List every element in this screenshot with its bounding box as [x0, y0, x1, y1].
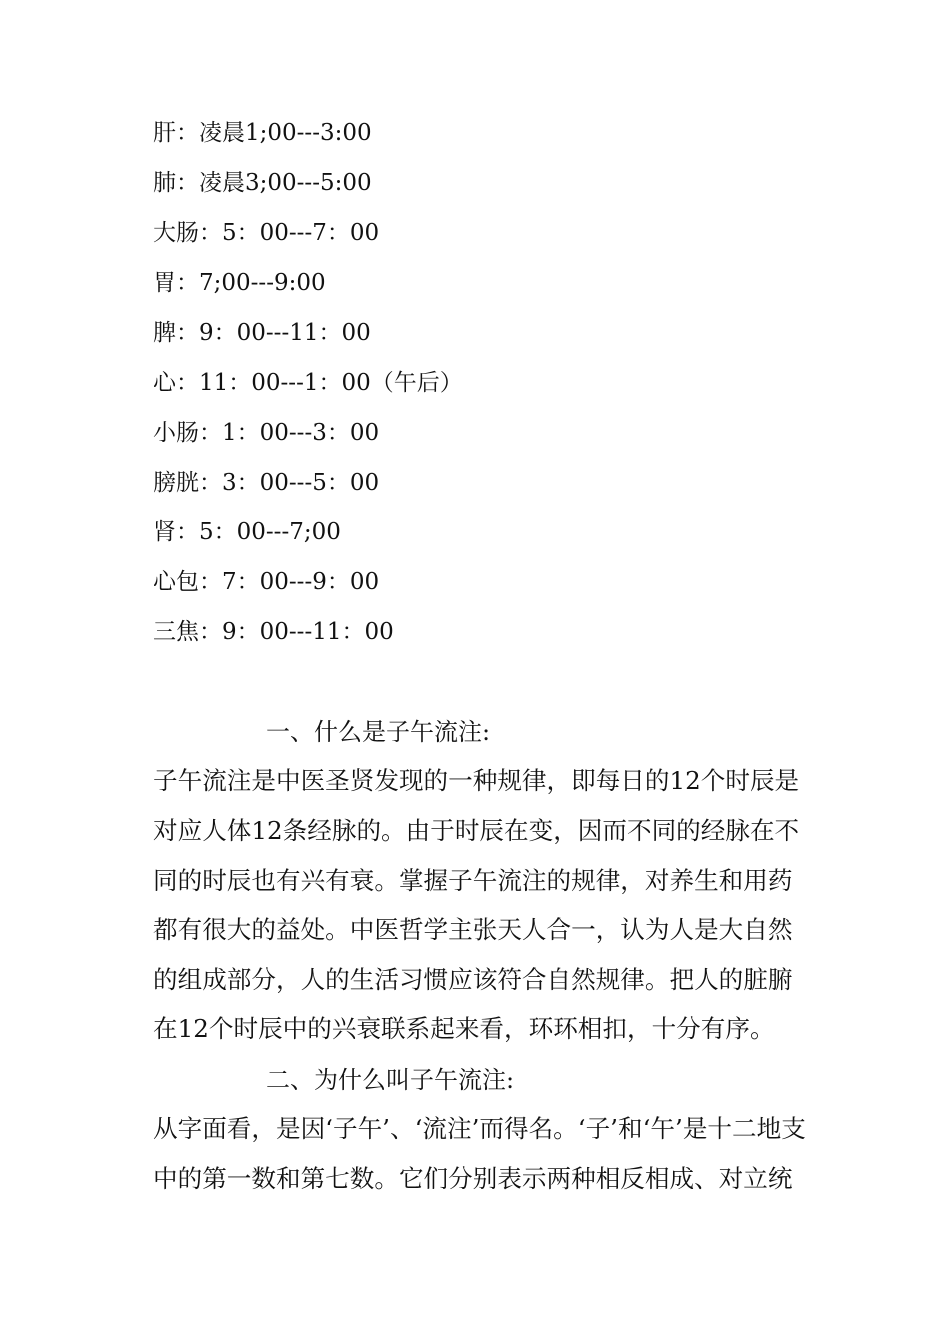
schedule-line-sanjiao: 三焦：9：00---11：00	[153, 619, 394, 645]
schedule-line-large-intestine: 大肠：5：00---7：00	[153, 220, 380, 246]
schedule-line-pericardium: 心包：7：00---9：00	[153, 569, 380, 595]
section-1-line: 同的时辰也有兴有衰。掌握子午流注的规律，对养生和用药	[153, 866, 793, 895]
section-1-line: 对应人体12条经脉的。由于时辰在变，因而不同的经脉在不	[153, 816, 800, 845]
schedule-line-bladder: 膀胱：3：00---5：00	[153, 470, 380, 496]
schedule-line-spleen: 脾：9：00---11：00	[153, 320, 371, 346]
schedule-line-stomach: 胃：7;00---9:00	[153, 270, 326, 296]
section-1-line: 都有很大的益处。中医哲学主张天人合一，认为人是大自然	[153, 915, 793, 944]
section-1-line: 子午流注是中医圣贤发现的一种规律，即每日的12个时辰是	[153, 766, 800, 795]
section-2-line: 中的第一数和第七数。它们分别表示两种相反相成、对立统	[153, 1164, 793, 1193]
schedule-line-lung: 肺：凌晨3;00---5:00	[153, 170, 372, 196]
schedule-line-kidney: 肾：5：00---7;00	[153, 519, 341, 545]
schedule-line-liver: 肝：凌晨1;00---3:00	[153, 120, 372, 146]
section-1-heading: 一、什么是子午流注:	[266, 718, 491, 746]
section-1-line: 的组成部分，人的生活习惯应该符合自然规律。把人的脏腑	[153, 965, 793, 994]
schedule-line-small-intestine: 小肠：1：00---3：00	[153, 420, 380, 446]
section-2-line: 从字面看，是因‘子午’、‘流注’而得名。‘子’和‘午’是十二地支	[153, 1114, 806, 1143]
schedule-line-heart: 心：11：00---1：00（午后）	[153, 370, 463, 396]
section-2-heading: 二、为什么叫子午流注:	[266, 1066, 515, 1094]
section-1-line: 在12个时辰中的兴衰联系起来看，环环相扣，十分有序。	[153, 1014, 775, 1043]
